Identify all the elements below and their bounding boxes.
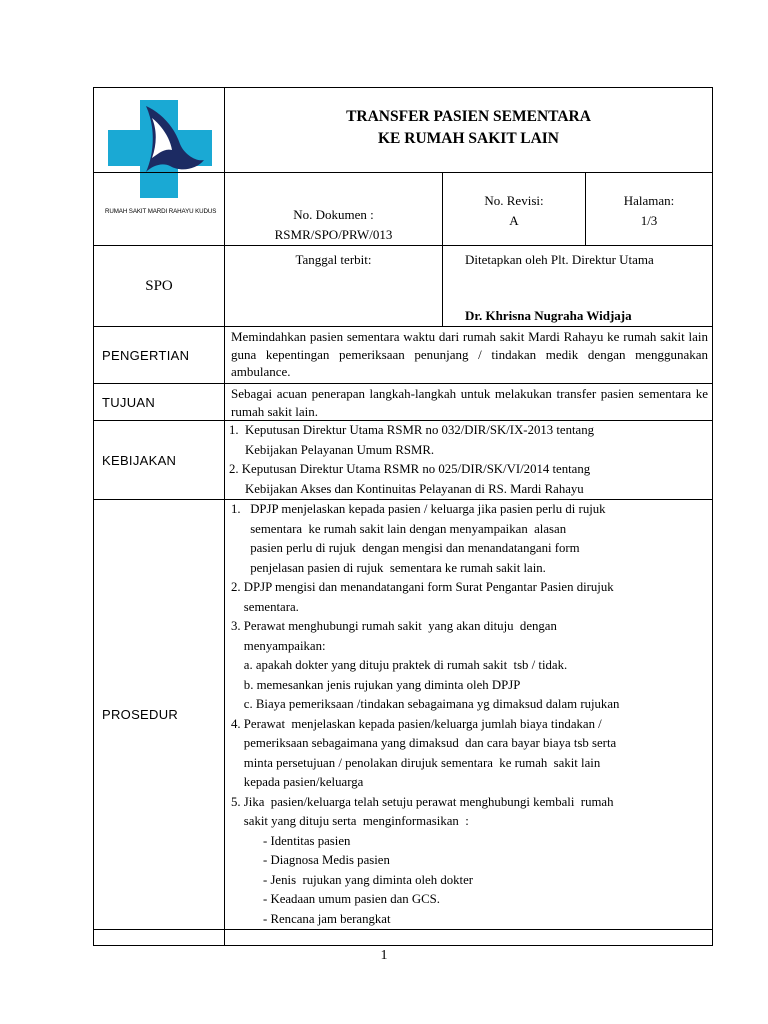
prosedur-line: - Keadaan umum pasien dan GCS. bbox=[231, 892, 440, 906]
kebijakan-line: Kebijakan Pelayanan Umum RSMR. bbox=[229, 442, 435, 457]
prosedur-line: menyampaikan: bbox=[231, 638, 326, 653]
title-line-2: KE RUMAH SAKIT LAIN bbox=[378, 130, 560, 147]
kebijakan-list bbox=[225, 421, 713, 500]
prosedur-line: kepada pasien/keluarga bbox=[231, 775, 364, 789]
issued-date-cell bbox=[225, 246, 443, 327]
tujuan-text: Sebagai acuan penerapan langkah-langkah untuk melakukan transfer pasien sementara ke rumah sakit lain. bbox=[225, 384, 713, 421]
prosedur-line: pasien perlu di rujuk dengan mengisi dan menandatangani form bbox=[231, 541, 580, 555]
doc-number-label: No. Dokumen : bbox=[293, 207, 374, 222]
pengertian-text: Memindahkan pasien sementara waktu dari rumah sakit Mardi Rahayu ke rumah sakit lain guna kepentingan pemeriksaan penunjang / tindakan medik dengan menggunakan ambulance. bbox=[225, 327, 713, 384]
kebijakan-label: KEBIJAKAN bbox=[94, 421, 225, 500]
kebijakan-line: 1. Keputusan Direktur Utama RSMR no 032/DIR/SK/IX-2013 tentang bbox=[229, 423, 595, 437]
logo-caption: RUMAH SAKIT MARDI RAHAYU KUDUS bbox=[105, 208, 217, 215]
revision-label: No. Revisi: bbox=[484, 193, 544, 208]
prosedur-line: 5. Jika pasien/keluarga telah setuju perawat menghubungi kembali rumah bbox=[231, 794, 614, 809]
approval-cell bbox=[443, 246, 713, 327]
prosedur-line: sakit yang dituju serta menginformasikan : bbox=[231, 814, 469, 828]
prosedur-line: - Diagnosa Medis pasien bbox=[231, 853, 390, 867]
prosedur-line: pemeriksaan sebagaimana yang dimaksud dan cara bayar biaya tsb serta bbox=[231, 736, 617, 750]
prosedur-line: c. Biaya pemeriksaan /tindakan sebagaimana yg dimaksud dalam rujukan bbox=[231, 697, 620, 711]
prosedur-line: 3. Perawat menghubungi rumah sakit yang akan dituju dengan bbox=[231, 619, 557, 633]
approver-name: Dr. Khrisna Nugraha Widjaja bbox=[465, 308, 632, 323]
page-value: 1/3 bbox=[640, 213, 658, 228]
kebijakan-line: Kebijakan Akses dan Kontinuitas Pelayanan di RS. Mardi Rahayu bbox=[229, 481, 584, 496]
prosedur-list bbox=[225, 500, 713, 930]
prosedur-line: - Jenis rujukan yang diminta oleh dokter bbox=[231, 872, 474, 887]
prosedur-label: PROSEDUR bbox=[94, 500, 225, 930]
spo-document-table bbox=[93, 87, 713, 946]
doc-number-cell bbox=[225, 173, 443, 246]
prosedur-line: 2. DPJP mengisi dan menandatangani form Surat Pengantar Pasien dirujuk bbox=[231, 580, 614, 594]
tujuan-label: TUJUAN bbox=[94, 384, 225, 421]
document-title bbox=[225, 88, 713, 173]
approved-by-label: Ditetapkan oleh Plt. Direktur Utama bbox=[465, 252, 654, 267]
page-cell bbox=[586, 173, 713, 246]
doc-number-value: RSMR/SPO/PRW/013 bbox=[274, 227, 393, 242]
logo-cell-lower bbox=[94, 173, 225, 246]
prosedur-line: - Identitas pasien bbox=[231, 833, 351, 848]
empty-cell bbox=[94, 930, 225, 946]
revision-cell bbox=[443, 173, 586, 246]
kebijakan-line: 2. Keputusan Direktur Utama RSMR no 025/DIR/SK/VI/2014 tentang bbox=[229, 462, 591, 476]
title-line-1: TRANSFER PASIEN SEMENTARA bbox=[346, 108, 591, 125]
prosedur-line: a. apakah dokter yang dituju praktek di rumah sakit tsb / tidak. bbox=[231, 658, 568, 672]
issued-date-label: Tanggal terbit: bbox=[295, 252, 372, 267]
page-label: Halaman: bbox=[623, 193, 675, 208]
page-number: 1 bbox=[380, 948, 388, 963]
prosedur-line: b. memesankan jenis rujukan yang diminta oleh DPJP bbox=[231, 677, 521, 692]
prosedur-line: - Rencana jam berangkat bbox=[231, 911, 391, 926]
revision-value: A bbox=[509, 213, 519, 228]
spo-label: SPO bbox=[94, 246, 225, 327]
prosedur-line: penjelasan pasien di rujuk sementara ke rumah sakit lain. bbox=[231, 560, 546, 575]
prosedur-line: 1. DPJP menjelaskan kepada pasien / keluarga jika pasien perlu di rujuk bbox=[231, 502, 606, 516]
prosedur-line: minta persetujuan / penolakan dirujuk sementara ke rumah sakit lain bbox=[231, 755, 601, 770]
prosedur-line: 4. Perawat menjelaskan kepada pasien/keluarga jumlah biaya tindakan / bbox=[231, 716, 602, 731]
empty-cell bbox=[225, 930, 713, 946]
prosedur-line: sementara ke rumah sakit lain dengan menyampaikan alasan bbox=[231, 521, 567, 536]
prosedur-line: sementara. bbox=[231, 599, 299, 614]
pengertian-label: PENGERTIAN bbox=[94, 327, 225, 384]
logo-cell bbox=[94, 88, 225, 173]
